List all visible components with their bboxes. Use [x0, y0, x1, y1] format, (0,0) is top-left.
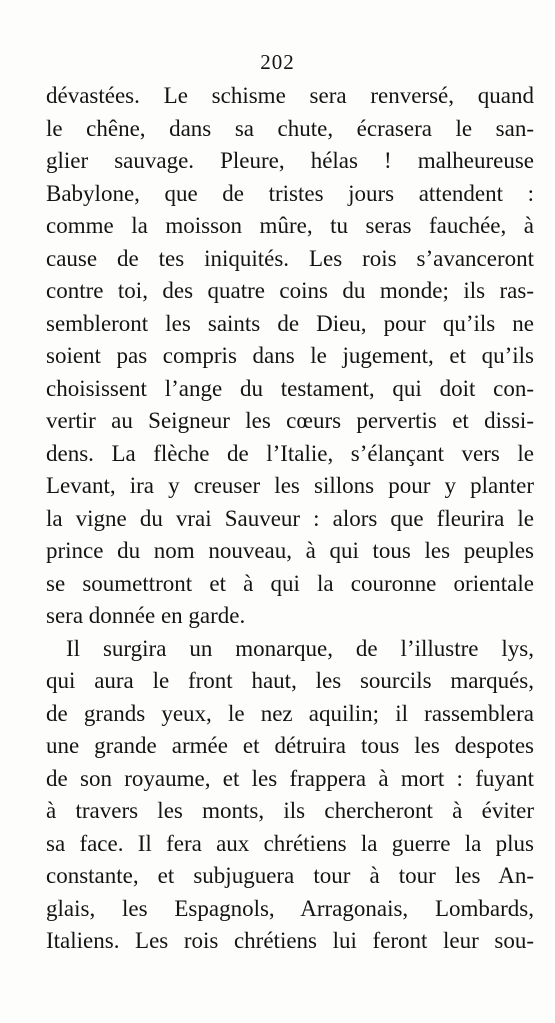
text-line: dévastées. Le schisme sera renversé, quand	[46, 83, 534, 108]
paragraph-first-line: Il surgira un monarque, de l’illustre lys,	[66, 635, 534, 661]
text-line: glier sauvage. Pleure, hélas ! malheureuse	[46, 148, 534, 173]
text-line: cause de tes iniquités. Les rois s’avanceront	[46, 245, 534, 271]
text-line: dens. La flèche de l’Italie, s’élançant vers le	[46, 440, 534, 466]
text-line: une grande armée et détruira tous les despotes	[46, 733, 534, 758]
text-line: vertir au Seigneur les cœurs pervertis et dissi-	[46, 408, 534, 433]
text-line: sa face. Il fera aux chrétiens la guerre la plus	[46, 830, 534, 856]
text-line: la vigne du vrai Sauveur : alors que fleurira le	[46, 505, 534, 531]
text-line: à travers les monts, ils chercheront à éviter	[46, 798, 534, 823]
text-line: choisissent l’ange du testament, qui doit con-	[46, 375, 534, 401]
text-line: contre toi, des quatre coins du monde; ils ras-	[46, 278, 534, 303]
paragraph-end-line: sera donnée en garde.	[46, 603, 246, 628]
text-line: se soumettront et à qui la couronne orientale	[46, 570, 534, 596]
text-line: Levant, ira y creuser les sillons pour y planter	[46, 473, 534, 498]
text-line: glais, les Espagnols, Arragonais, Lombards,	[46, 895, 534, 921]
text-line: comme la moisson mûre, tu seras fauchée, à	[46, 213, 534, 238]
text-line: soient pas compris dans le jugement, et qu’ils	[46, 343, 534, 368]
page-number: 202	[260, 50, 295, 74]
text-line: prince du nom nouveau, à qui tous les peuples	[46, 538, 534, 563]
text-line: de grands yeux, le nez aquilin; il rassemblera	[46, 700, 534, 726]
text-line: constante, et subjuguera tour à tour les An-	[46, 863, 534, 888]
text-line: sembleront les saints de Dieu, pour qu’ils ne	[46, 310, 534, 336]
text-line: qui aura le front haut, les sourcils marqués,	[46, 668, 534, 693]
text-line: Babylone, que de tristes jours attendent :	[46, 180, 534, 206]
body-text	[46, 80, 534, 958]
text-line: Italiens. Les rois chrétiens lui feront leur sou-	[46, 928, 534, 953]
text-line: de son royaume, et les frappera à mort : fuyant	[46, 765, 534, 791]
text-line: le chêne, dans sa chute, écrasera le san-	[46, 115, 534, 141]
